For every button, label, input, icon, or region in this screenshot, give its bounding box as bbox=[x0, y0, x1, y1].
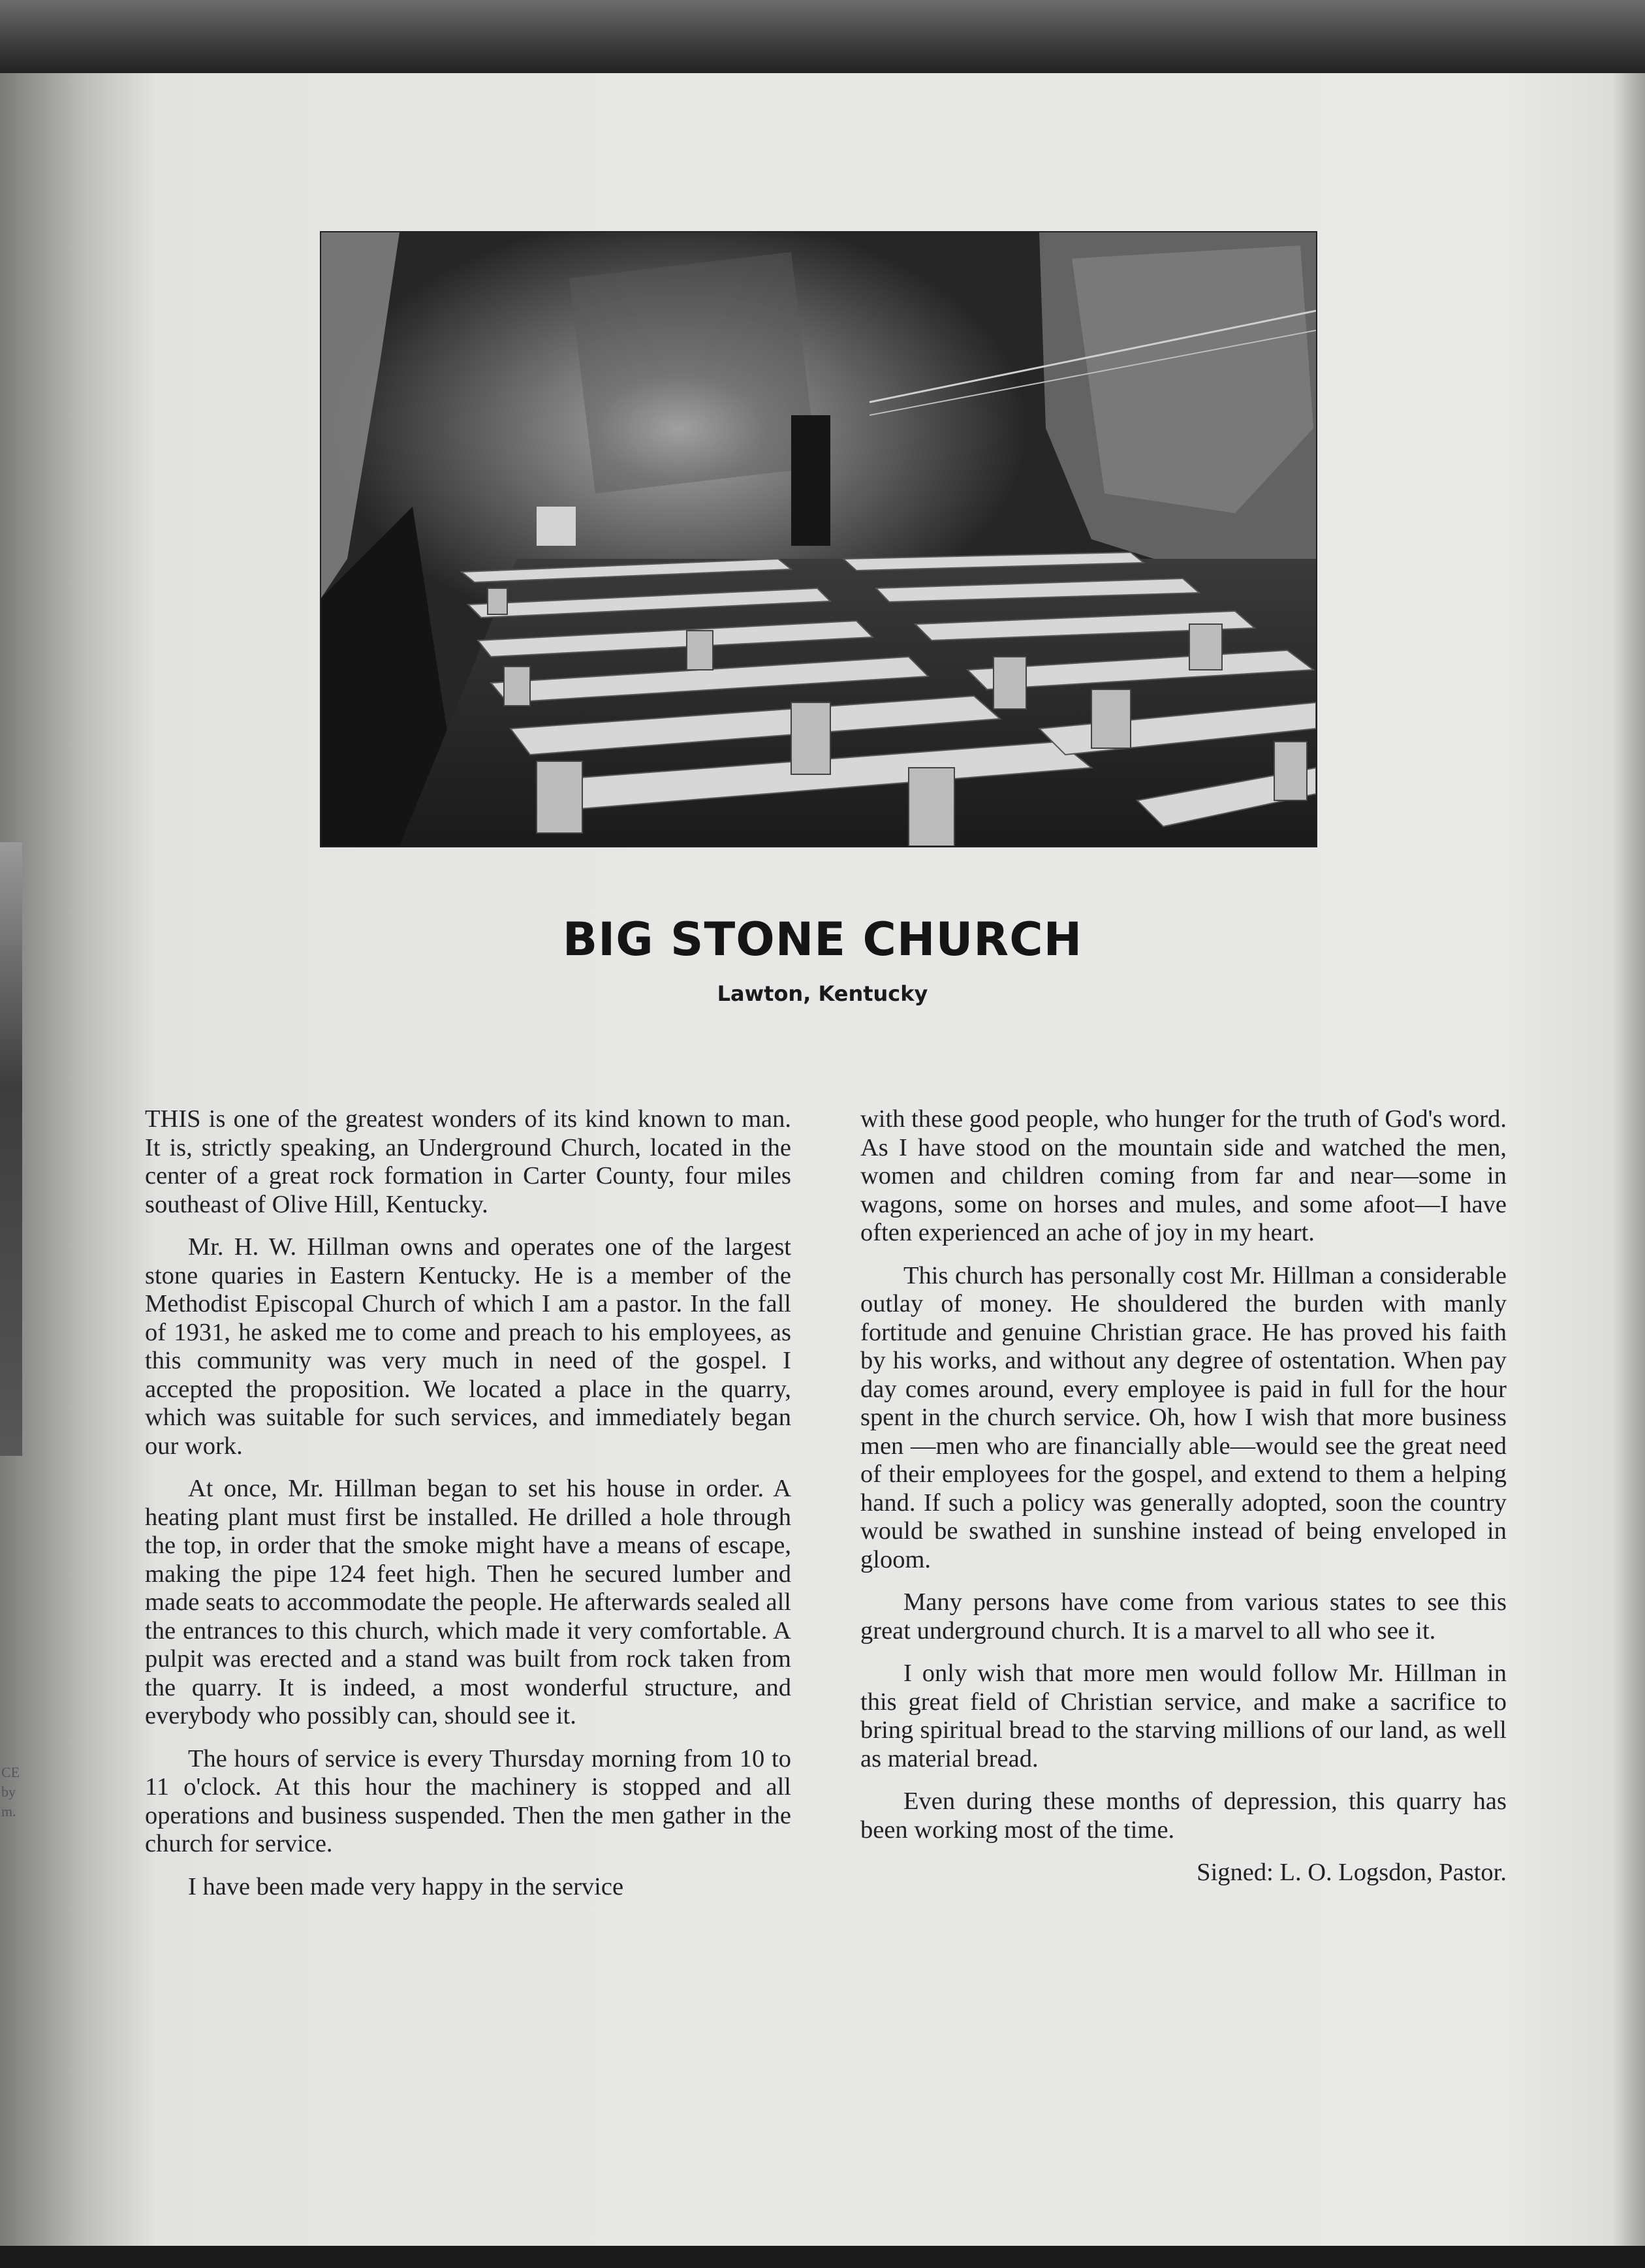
paragraph: Mr. H. W. Hillman owns and operates one of the largest stone quaries in Eastern Kentucky. He is a member of the Methodist Episcopal Church of which I am a pastor. In the fall of 1931, he asked me to come and preach to his employees, as this community was very much in need of the gospel. I accepted the proposition. We located a place in the quarry, which was suitable for such services, and immediately began our work. bbox=[145, 1233, 791, 1460]
photo-illustration bbox=[321, 232, 1316, 846]
left-column bbox=[145, 1105, 791, 1915]
scan-top-border bbox=[0, 0, 1645, 78]
paragraph: Even during these months of depression, this quarry has been working most of the time. bbox=[860, 1788, 1507, 1844]
paragraph: This church has personally cost Mr. Hillman a considerable outlay of money. He shouldered the burden with manly fortitude and genuine Christian grace. He has proved his faith by his works, and without any degree of ostentation. When pay day comes around, every employee is paid in full for the hour spent in the church service. Oh, how I wish that more business men —men who are financially able—would see the great need of their employees for the gospel, and extend to them a helping hand. If such a policy was generally adopted, soon the country would be swathed in sunshine instead of being enveloped in gloom. bbox=[860, 1261, 1507, 1573]
paragraph: I only wish that more men would follow Mr. Hillman in this great field of Christian service, and make a sacrifice to bring spiritual bread to the starving millions of our land, as well as material bread. bbox=[860, 1660, 1507, 1772]
paragraph: THIS is one of the greatest wonders of its kind known to man. It is, strictly speaking, an Underground Church, located in the center of a great rock formation in Carter County, four miles southeast of Olive Hill, Kentucky. bbox=[145, 1105, 791, 1218]
paragraph: with these good people, who hunger for the truth of God's word. As I have stood on the mountain side and watched the men, women and children coming from far and near—some in wagons, some on horses and mules, and some afoot—I have often experienced an ache of joy in my heart. bbox=[860, 1105, 1507, 1246]
article-title: BIG STONE CHURCH bbox=[562, 913, 1083, 966]
right-column bbox=[860, 1105, 1507, 1902]
paragraph: The hours of service is every Thursday morning from 10 to 11 o'clock. At this hour the machinery is stopped and all operations and business suspended. Then the men gather in the church for service. bbox=[145, 1744, 791, 1857]
article-subtitle: Lawton, Kentucky bbox=[717, 981, 928, 1006]
scan-bottom-border bbox=[0, 2246, 1645, 2268]
paragraph: I have been made very happy in the service bbox=[188, 1872, 624, 1900]
paragraph: At once, Mr. Hillman began to set his house in order. A heating plant must first be installed. He drilled a hole through the top, in order that the smoke might have a means of escape, making the pipe 124 feet high. Then he secured lumber and made seats to accommodate the people. He afterwards sealed all the entrances to this church, which made it very comfortable. A pulpit was erected and a stand was built from rock taken from the quarry. It is indeed, a most wonderful structure, and everybody who possibly can, should see it. bbox=[145, 1475, 791, 1729]
underground-church-photo bbox=[320, 231, 1317, 847]
signature: Signed: L. O. Logsdon, Pastor. bbox=[1197, 1859, 1507, 1886]
paragraph: Many persons have come from various states to see this great underground church. It is a marvel to all who see it. bbox=[860, 1588, 1507, 1645]
adjacent-page-text: CE by m. bbox=[1, 1764, 20, 1819]
